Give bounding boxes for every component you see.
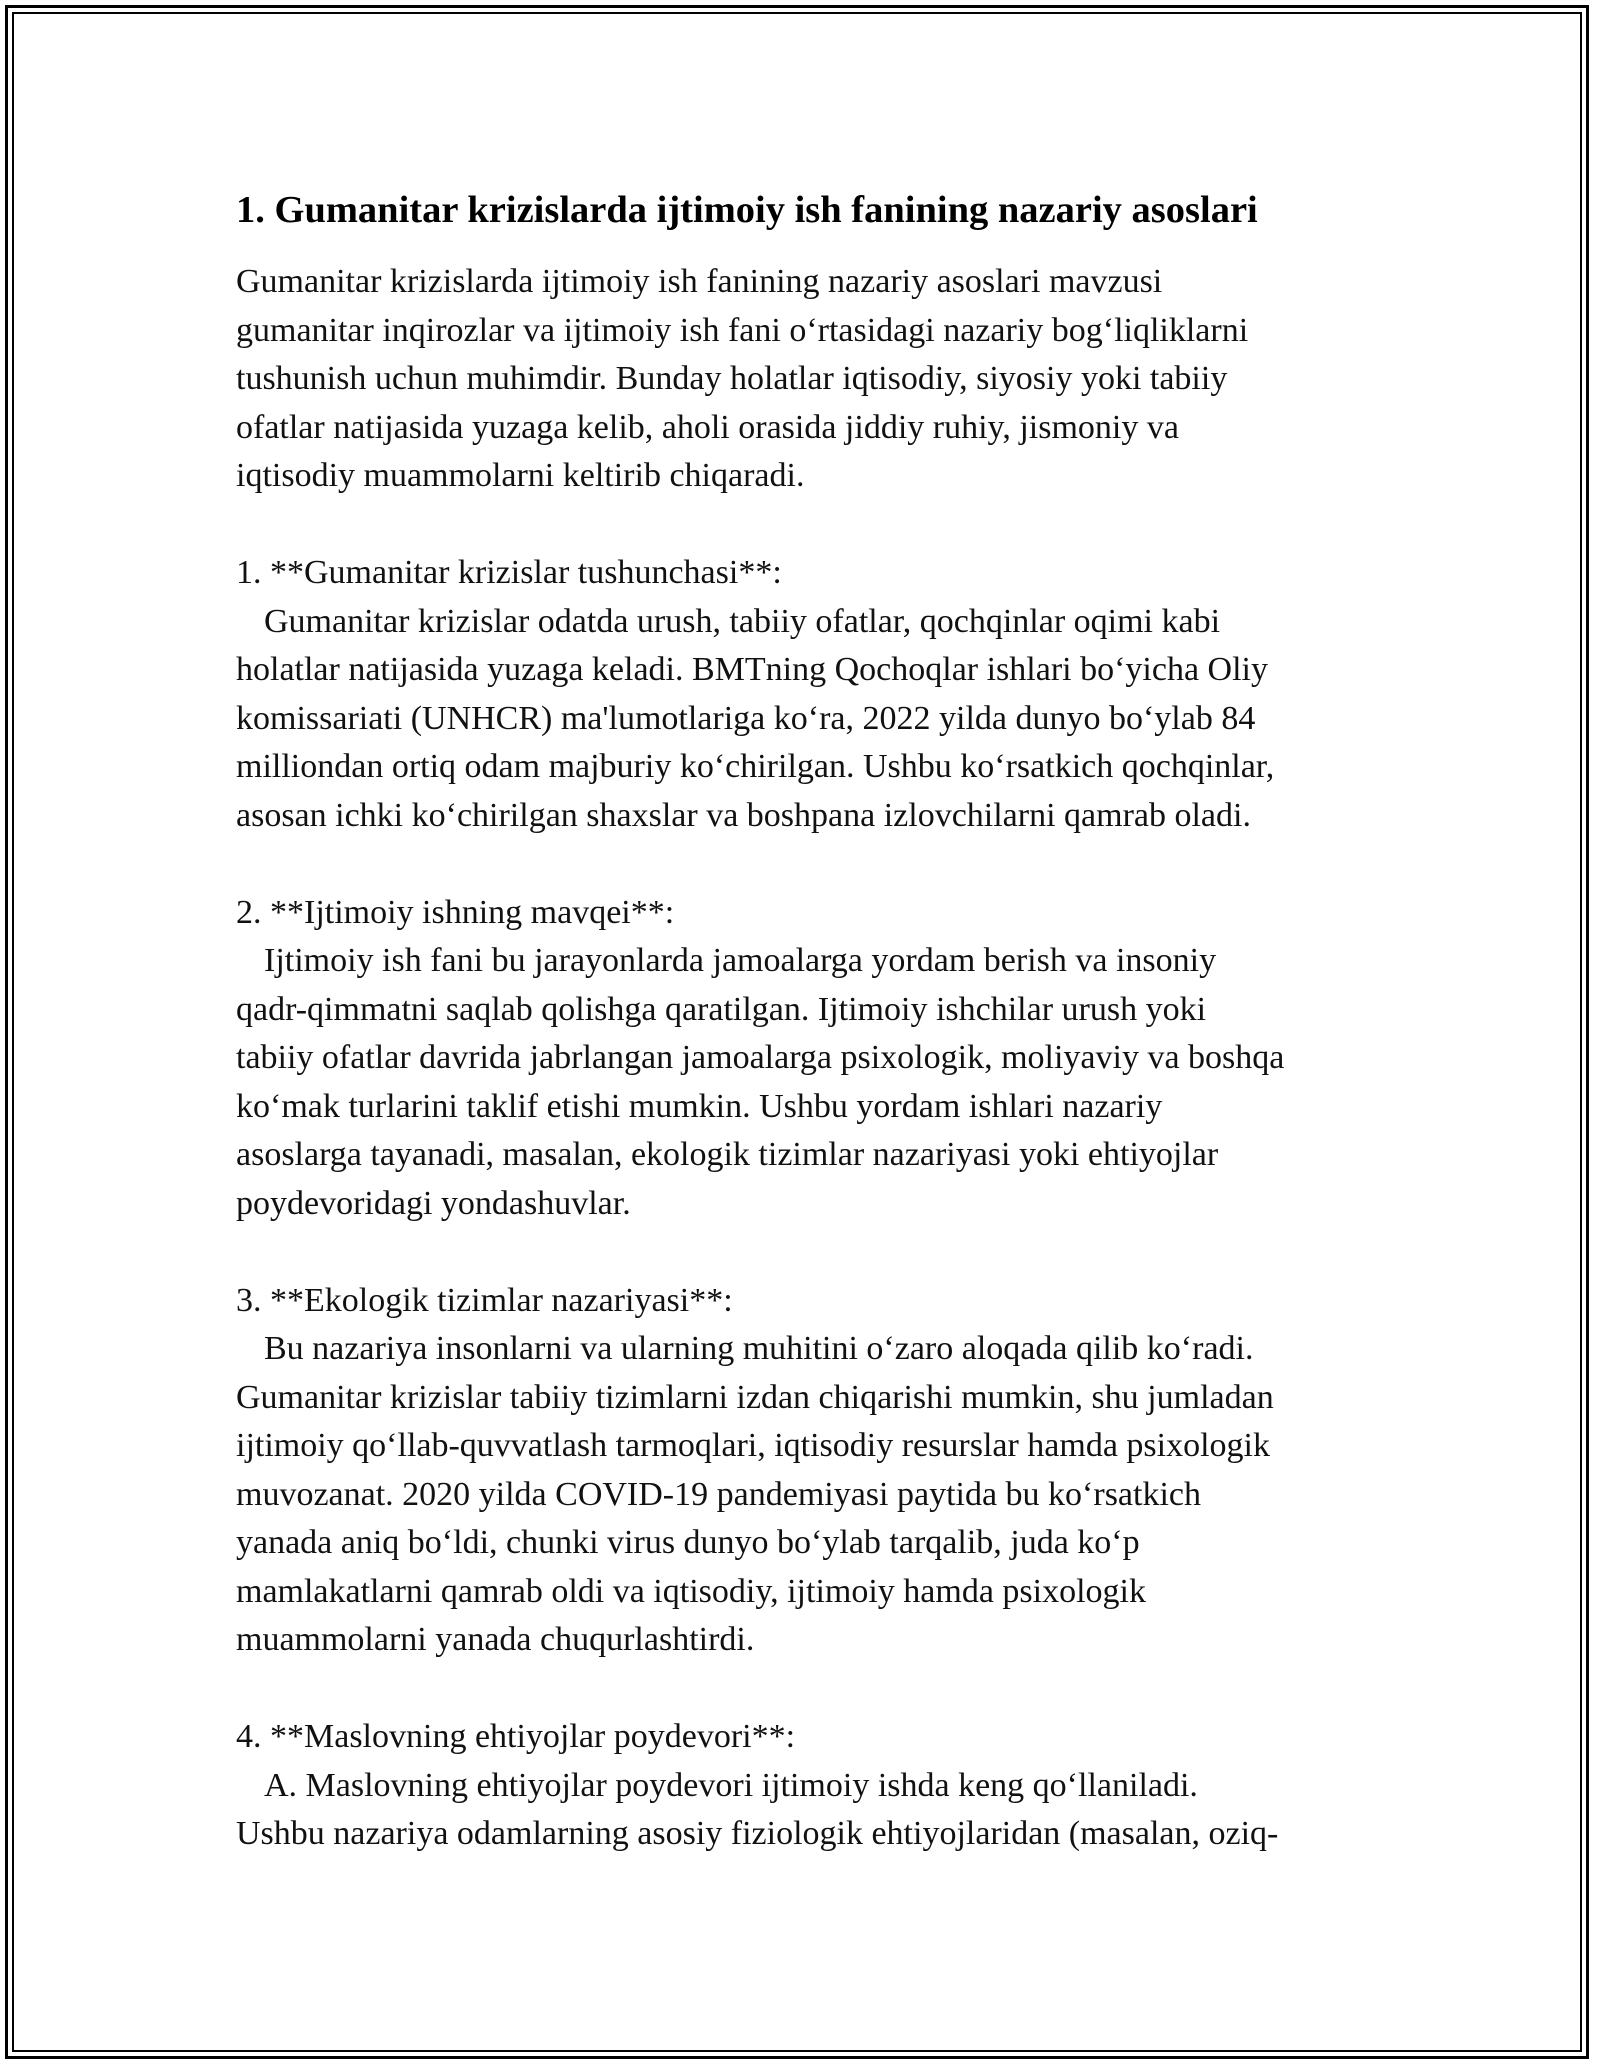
section-title: 1. **Gumanitar krizislar tushunchasi**: [236, 554, 782, 591]
text-line: Ushbu nazariya odamlarning asosiy fiziologik ehtiyojlaridan (masalan, oziq- [236, 1815, 1279, 1852]
section-title: 3. **Ekologik tizimlar nazariyasi**: [236, 1281, 733, 1319]
text-line: mamlakatlarni qamrab oldi va iqtisodiy, ijtimoiy hamda psixologik [236, 1572, 1146, 1610]
text-line: muvozanat. 2020 yilda COVID-19 pandemiyasi paytida bu ko‘rsatkich [236, 1475, 1201, 1513]
text-line: tushunish uchun muhimdir. Bunday holatlar iqtisodiy, siyosiy yoki tabiiy [236, 360, 1228, 397]
paragraph-gap [236, 1665, 1376, 1714]
text-line: qadr-qimmatni saqlab qolishga qaratilgan. Ijtimoiy ishchilar urush yoki [236, 990, 1207, 1028]
paragraph-gap [236, 501, 1376, 550]
text-line: tabiiy ofatlar davrida jabrlangan jamoalarga psixologik, moliyaviy va boshqa [236, 1039, 1285, 1076]
text-line: yanada aniq bo‘ldi, chunki virus dunyo bo‘ylab tarqalib, juda ko‘p [236, 1524, 1140, 1561]
text-line: holatlar natijasida yuzaga keladi. BMTning Qochoqlar ishlari bo‘yicha Oliy [236, 651, 1268, 688]
text-line: komissariati (UNHCR) ma'lumotlariga ko‘ra, 2022 yilda dunyo bo‘ylab 84 [236, 699, 1256, 737]
text-line: ko‘mak turlarini taklif etishi mumkin. Ushbu yordam ishlari nazariy [236, 1087, 1163, 1125]
document-body [236, 186, 1376, 1859]
text-line: ijtimoiy qo‘llab-quvvatlash tarmoqlari, iqtisodiy resurslar hamda psixologik [236, 1427, 1270, 1464]
text-line: poydevoridagi yondashuvlar. [236, 1184, 631, 1222]
intro-paragraph [236, 258, 1376, 501]
section-title: 4. **Maslovning ehtiyojlar poydevori**: [236, 1718, 796, 1755]
paragraph-gap [236, 840, 1376, 889]
text-line: Gumanitar krizislar odatda urush, tabiiy ofatlar, qochqinlar oqimi kabi [264, 602, 1221, 640]
section-title: 2. **Ijtimoiy ishning mavqei**: [236, 893, 675, 931]
text-line: iqtisodiy muammolarni keltirib chiqaradi. [236, 457, 805, 494]
section-1 [236, 549, 1376, 840]
text-line: Ijtimoiy ish fani bu jarayonlarda jamoalarga yordam berish va insoniy [264, 942, 1217, 979]
text-line: Gumanitar krizislarda ijtimoiy ish fanining nazariy asoslari mavzusi [236, 263, 1163, 300]
text-line: milliondan ortiq odam majburiy ko‘chirilgan. Ushbu ko‘rsatkich qochqinlar, [236, 748, 1275, 785]
text-line: gumanitar inqirozlar va ijtimoiy ish fani o‘rtasidagi nazariy bog‘liqliklarni [236, 311, 1249, 349]
section-4 [236, 1713, 1376, 1859]
text-line: Gumanitar krizislar tabiiy tizimlarni izdan chiqarishi mumkin, shu jumladan [236, 1378, 1274, 1416]
text-line: asosan ichki ko‘chirilgan shaxslar va boshpana izlovchilarni qamrab oladi. [236, 796, 1251, 834]
text-line: ofatlar natijasida yuzaga kelib, aholi orasida jiddiy ruhiy, jismoniy va [236, 408, 1179, 446]
section-2 [236, 889, 1376, 1229]
section-3 [236, 1277, 1376, 1665]
text-line: Bu nazariya insonlarni va ularning muhitini o‘zaro aloqada qilib ko‘radi. [264, 1330, 1254, 1367]
paragraph-gap [236, 1228, 1376, 1277]
section-heading: 1. Gumanitar krizislarda ijtimoiy ish fanining nazariy asoslari [236, 189, 1258, 231]
text-line: muammolarni yanada chuqurlashtirdi. [236, 1621, 755, 1658]
text-line: A. Maslovning ehtiyojlar poydevori ijtimoiy ishda keng qo‘llaniladi. [264, 1766, 1198, 1804]
text-line: asoslarga tayanadi, masalan, ekologik tizimlar nazariyasi yoki ehtiyojlar [236, 1136, 1219, 1173]
